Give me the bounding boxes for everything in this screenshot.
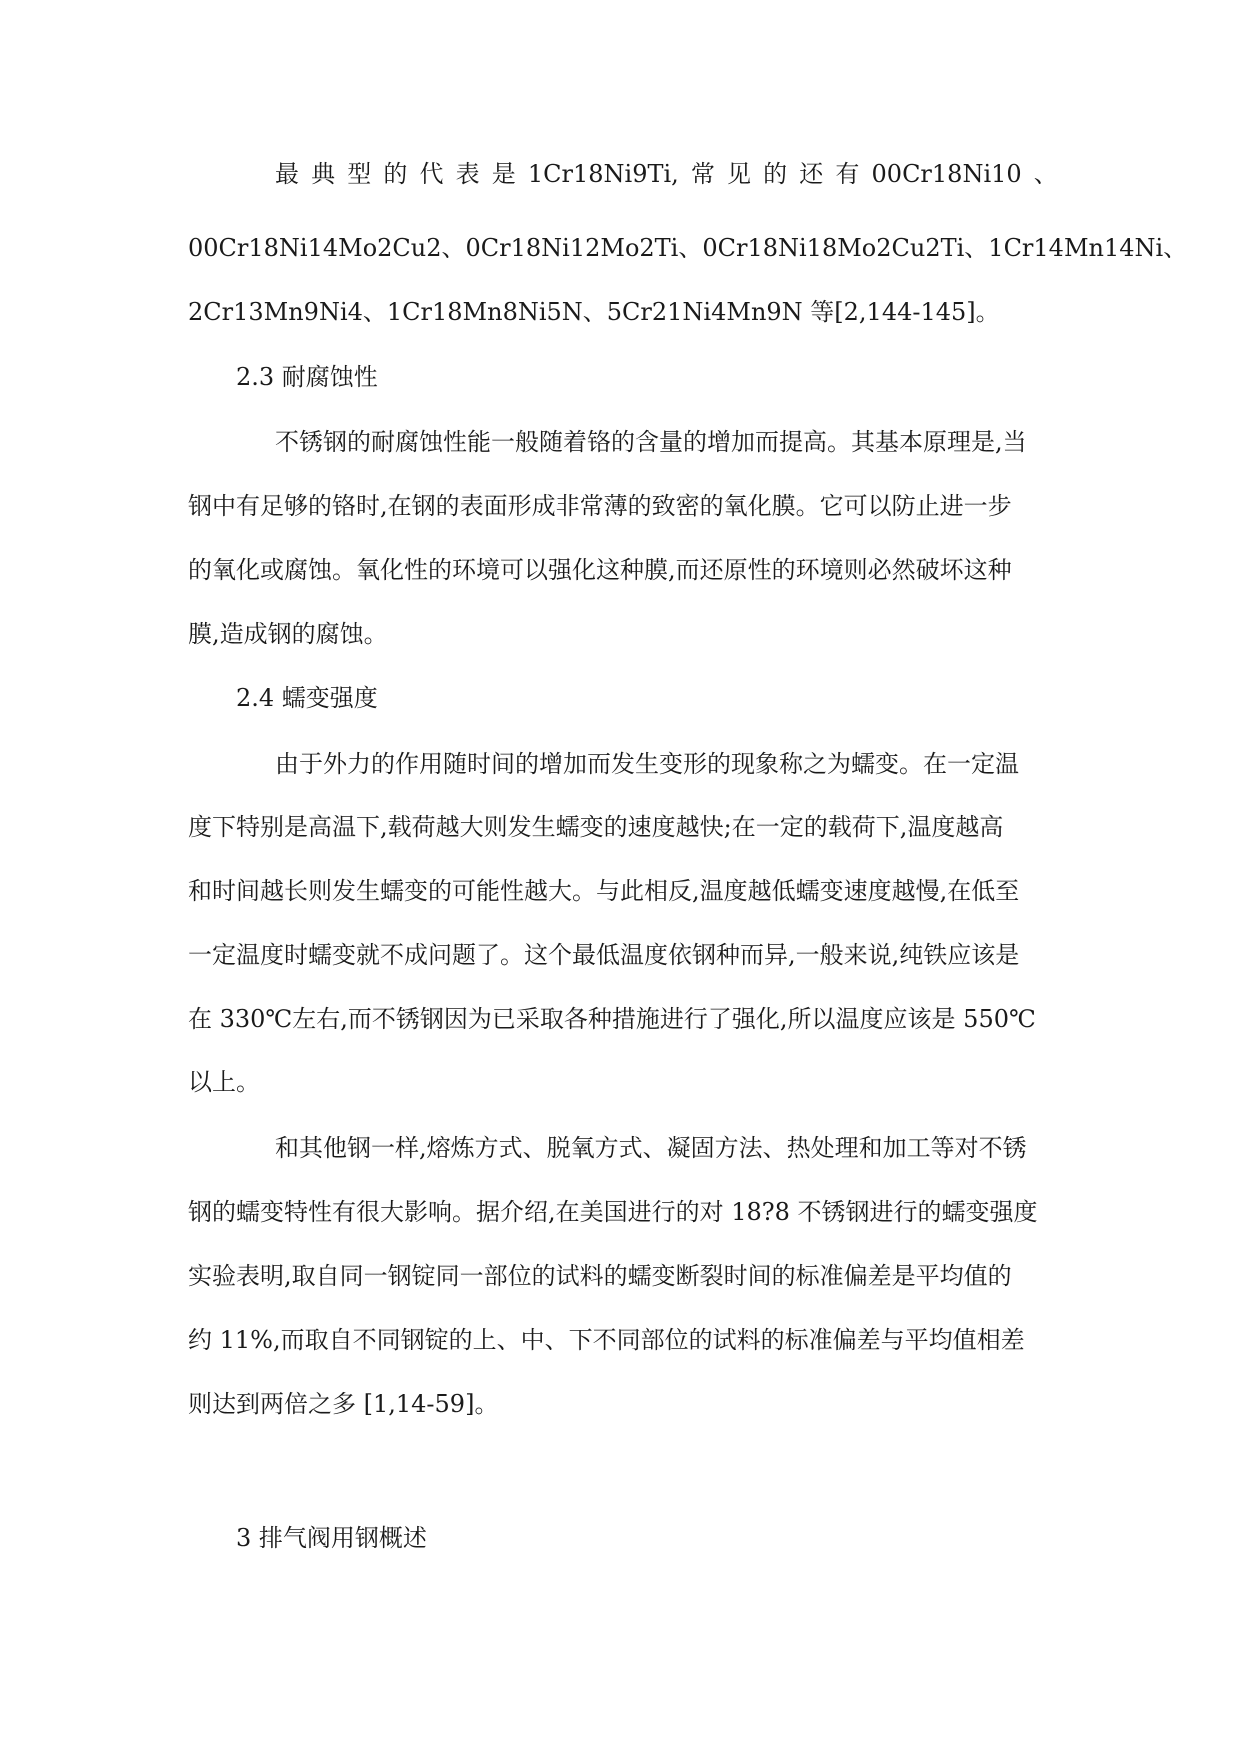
token: 00Cr18Ni14Mo2Cu2 xyxy=(188,234,442,262)
token: 最 xyxy=(275,160,299,188)
para1-line2 xyxy=(188,232,1188,264)
token: 、 xyxy=(1033,160,1058,188)
para4-line3: 实验表明,取自同一钢锭同一部位的试料的蠕变断裂时间的标准偏差是平均值的 xyxy=(188,1262,1012,1290)
para4-line5: 则达到两倍之多 [1,14-59]。 xyxy=(188,1390,499,1418)
para2-line1: 不锈钢的耐腐蚀性能一般随着铬的含量的增加而提高。其基本原理是,当 xyxy=(275,428,1027,456)
para3-line3: 和时间越长则发生蠕变的可能性越大。与此相反,温度越低蠕变速度越慢,在低至 xyxy=(188,877,1020,905)
section-heading-2-3: 2.3 耐腐蚀性 xyxy=(236,363,378,391)
para3-line5: 在 330℃左右,而不锈钢因为已采取各种措施进行了强化,所以温度应该是 550℃ xyxy=(188,1005,1036,1033)
token: 、 xyxy=(678,234,703,262)
token: 、 xyxy=(441,234,466,262)
token: 0Cr18Ni18Mo2Cu2Ti xyxy=(702,234,965,262)
token: 是 xyxy=(491,160,516,188)
token: 有 xyxy=(835,160,860,188)
para2-line2: 钢中有足够的铬时,在钢的表面形成非常薄的致密的氧化膜。它可以防止进一步 xyxy=(188,492,1012,520)
token: 还 xyxy=(799,160,824,188)
para3-line1: 由于外力的作用随时间的增加而发生变形的现象称之为蠕变。在一定温 xyxy=(275,750,1019,778)
token: 1Cr14Mn14Ni xyxy=(988,234,1164,262)
token: 、 xyxy=(964,234,989,262)
token: 型 xyxy=(347,160,372,188)
section-heading-3: 3 排气阀用钢概述 xyxy=(236,1524,427,1552)
para3-line2: 度下特别是高温下,载荷越大则发生蠕变的速度越快;在一定的载荷下,温度越高 xyxy=(188,813,1004,841)
para4-line1: 和其他钢一样,熔炼方式、脱氧方式、凝固方法、热处理和加工等对不锈 xyxy=(275,1134,1027,1162)
token: 典 xyxy=(311,160,336,188)
token: 0Cr18Ni12Mo2Ti xyxy=(465,234,679,262)
token: 00Cr18Ni10 xyxy=(871,160,1022,188)
section-heading-2-4: 2.4 蠕变强度 xyxy=(236,684,378,712)
para4-line4: 约 11%,而取自不同钢锭的上、中、下不同部位的试料的标准偏差与平均值相差 xyxy=(188,1326,1025,1354)
para2-line3: 的氧化或腐蚀。氧化性的环境可以强化这种膜,而还原性的环境则必然破坏这种 xyxy=(188,556,1012,584)
para3-line6: 以上。 xyxy=(188,1068,260,1096)
para1-line3: 2Cr13Mn9Ni4、1Cr18Mn8Ni5N、5Cr21Ni4Mn9N 等[2,144-145]。 xyxy=(188,298,1000,326)
token: 代 xyxy=(419,160,444,188)
para4-line2: 钢的蠕变特性有很大影响。据介绍,在美国进行的对 18?8 不锈钢进行的蠕变强度 xyxy=(188,1198,1038,1226)
token: 的 xyxy=(763,160,788,188)
para2-line4: 膜,造成钢的腐蚀。 xyxy=(188,620,388,648)
token: 1Cr18Ni9Ti, xyxy=(527,160,679,188)
token: 、 xyxy=(1163,234,1188,262)
para3-line4: 一定温度时蠕变就不成问题了。这个最低温度依钢种而异,一般来说,纯铁应该是 xyxy=(188,941,1020,969)
token: 见 xyxy=(727,160,752,188)
token: 表 xyxy=(455,160,480,188)
token: 的 xyxy=(383,160,408,188)
token: 常 xyxy=(690,160,715,188)
para1-line1 xyxy=(275,158,1058,190)
